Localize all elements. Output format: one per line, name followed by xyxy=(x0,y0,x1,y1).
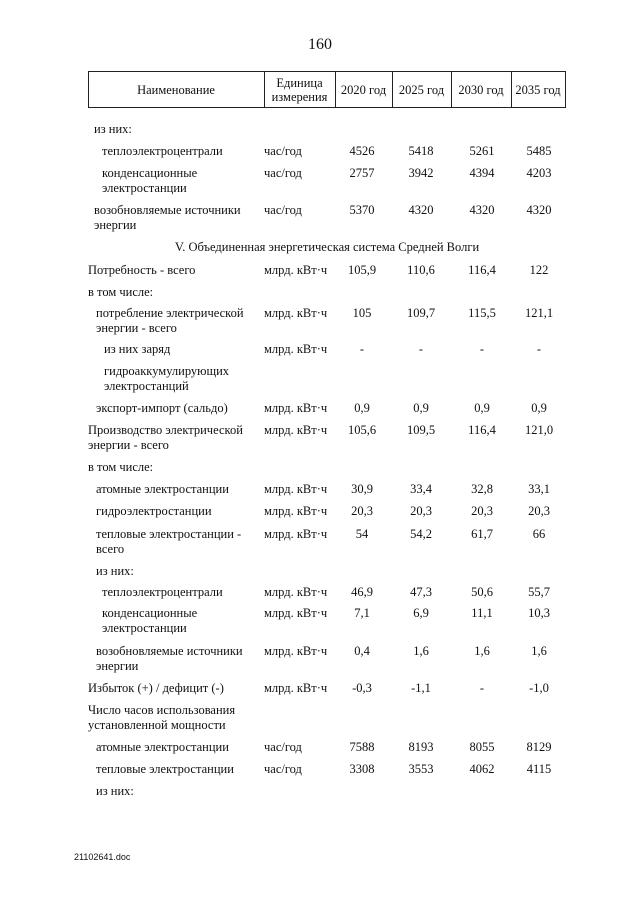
header-year-2035: 2035 год xyxy=(515,82,561,97)
page-number: 160 xyxy=(308,36,332,53)
table-header xyxy=(88,71,566,108)
header-year-2020: 2020 год xyxy=(340,82,387,97)
header-year-2025: 2025 год xyxy=(398,82,445,97)
section-title: V. Объединенная энергетическая система Средней Волги xyxy=(174,240,480,254)
header-name: Наименование xyxy=(137,82,215,97)
header-divider xyxy=(565,71,566,108)
header-year-2030: 2030 год xyxy=(458,82,504,97)
header-unit: Единица измерения xyxy=(271,75,328,104)
footer-filename: 21102641.doc xyxy=(74,852,131,862)
